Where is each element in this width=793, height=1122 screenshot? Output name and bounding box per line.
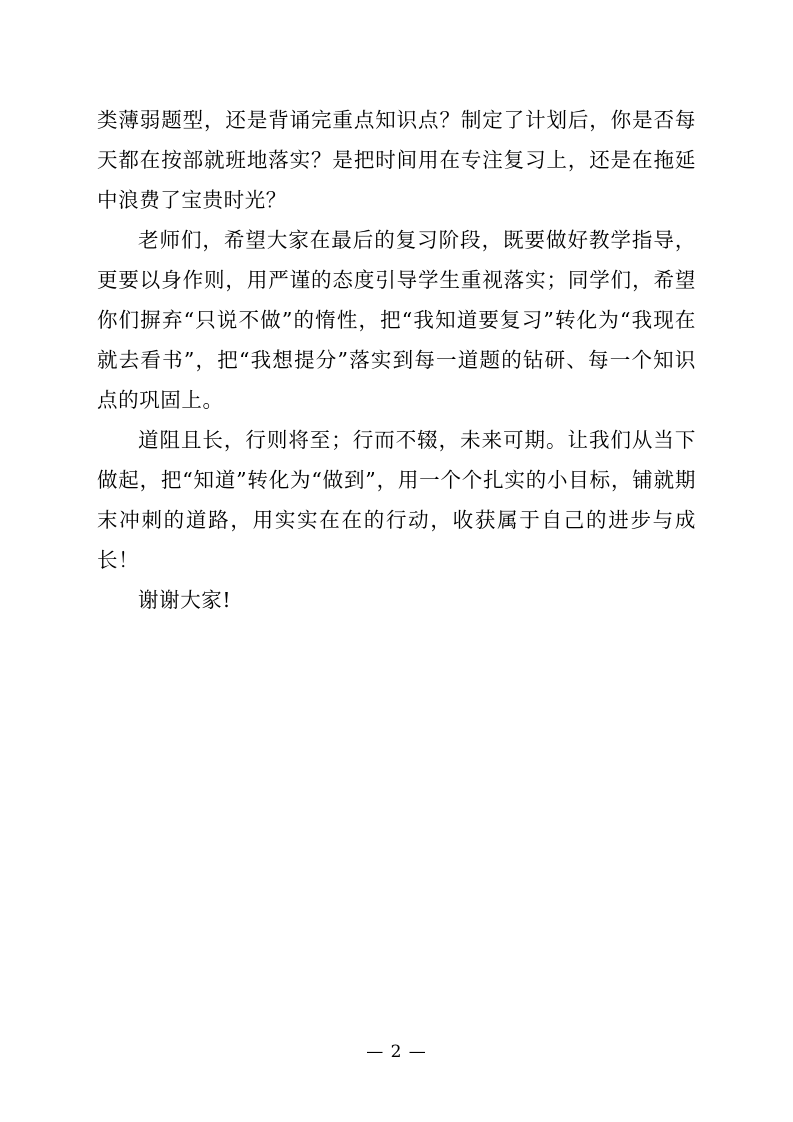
page-number: — 2 — [366,1042,427,1062]
paragraph: 老师们，希望大家在最后的复习阶段，既要做好教学指导，更要以身作则，用严谨的态度引导学生重视落实；同学们，希望你们摒弃“只说不做”的惰性，把“我知道要复习”转化为“我现在就去看书”，把“我想提分”落实到每一道题的钻研、每一个知识点的巩固上。 [97,228,696,412]
paragraph: 道阻且长，行则将至；行而不辍，未来可期。让我们从当下做起，把“知道”转化为“做到”，用一个个扎实的小目标，铺就期末冲刺的道路，用实实在在的行动，收获属于自己的进步与成长！ [97,428,696,572]
paragraph: 类薄弱题型，还是背诵完重点知识点？制定了计划后，你是否每天都在按部就班地落实？是把时间用在专注复习上，还是在拖延中浪费了宝贵时光？ [97,108,696,212]
document-body [97,100,696,620]
paragraph: 谢谢大家! [138,588,232,612]
